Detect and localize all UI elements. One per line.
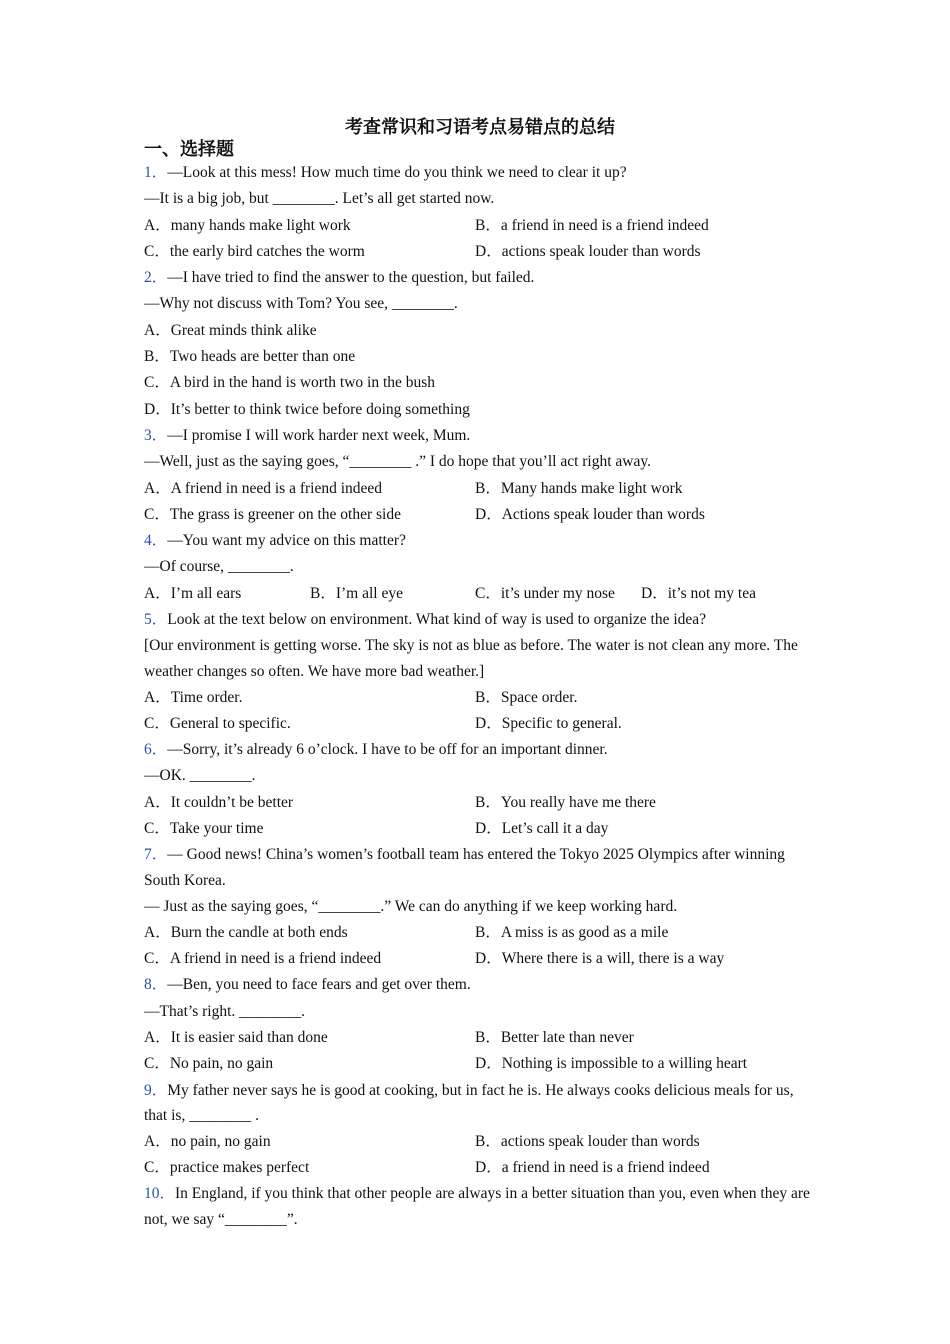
option-a[interactable]: A．many hands make light work [144,216,351,234]
option-c[interactable]: C．the early bird catches the worm [144,242,365,260]
page-title: 考查常识和习语考点易错点的总结 [345,117,615,137]
question-8-stem [144,972,814,998]
option-d[interactable]: D．Actions speak louder than words [475,505,705,523]
option-c[interactable]: C．practice makes perfect [144,1159,310,1177]
question-9-stem [144,1078,814,1129]
option-a[interactable]: A．Time order. [144,688,243,706]
question-text: —You want my advice on this matter? [167,532,406,550]
question-text: —I have tried to find the answer to the question, but failed. [167,269,535,287]
question-number: 8． [144,976,168,994]
question-text: Look at the text below on environment. What kind of way is used to organize the idea? [167,611,707,629]
option-d[interactable]: D．Let’s call it a day [475,820,609,838]
question-4-reply: —Of course, ________. [144,558,294,576]
option-b[interactable]: B．A miss is as good as a mile [475,923,669,941]
question-number: 7． [144,846,168,864]
question-6-reply: —OK. ________. [144,767,256,785]
option-b[interactable]: B．Two heads are better than one [144,348,356,366]
question-4-options-row [144,581,814,607]
option-c[interactable]: C．The grass is greener on the other side [144,505,401,523]
option-c[interactable]: C．Take your time [144,820,264,838]
question-text: — Good news! China’s women’s football team has entered the Tokyo 2025 Olympics after winning South Korea. [144,846,785,889]
option-b[interactable]: B．Space order. [475,688,578,706]
question-6-options-row [144,790,814,816]
question-5-options-row [144,711,814,737]
question-number: 9． [144,1081,168,1099]
question-2-stem [144,265,814,291]
option-d[interactable]: D．it’s not my tea [641,584,756,602]
option-b[interactable]: B．actions speak louder than words [475,1132,700,1150]
question-5-options-row [144,685,814,711]
option-d[interactable]: D．Specific to general. [475,714,622,732]
option-d[interactable]: D．actions speak louder than words [475,242,701,260]
option-a[interactable]: A．I’m all ears [144,584,242,602]
question-9-options-row [144,1155,814,1181]
question-6-stem [144,737,814,763]
option-b[interactable]: B．Better late than never [475,1028,634,1046]
question-4-stem [144,528,814,554]
option-a[interactable]: A．It couldn’t be better [144,793,294,811]
question-text: In England, if you think that other people are always in a better situation than you, even when they are not, we say “________”. [144,1185,810,1228]
option-a[interactable]: A．It is easier said than done [144,1028,328,1046]
option-a[interactable]: A．Burn the candle at both ends [144,923,348,941]
question-number: 6． [144,741,168,759]
option-c[interactable]: C．it’s under my nose [475,584,615,602]
option-d[interactable]: D．Nothing is impossible to a willing heart [475,1055,748,1073]
question-1-reply: —It is a big job, but ________. Let’s all get started now. [144,190,495,208]
option-b[interactable]: B．I’m all eye [310,584,403,602]
option-c[interactable]: C．A friend in need is a friend indeed [144,950,382,968]
question-3-reply: —Well, just as the saying goes, “________ .” I do hope that you’ll act right away. [144,453,651,471]
question-8-options-row [144,1025,814,1051]
question-7-stem [144,842,814,893]
option-d[interactable]: D．a friend in need is a friend indeed [475,1159,710,1177]
question-number: 1． [144,164,168,181]
question-number: 10． [144,1185,176,1203]
question-8-reply: —That’s right. ________. [144,1002,306,1020]
question-7-reply: — Just as the saying goes, “________.” We can do anything if we keep working hard. [144,897,678,915]
option-b[interactable]: B．Many hands make light work [475,479,683,497]
worksheet-page [144,114,814,1233]
question-5-stem [144,607,814,633]
question-number: 4． [144,532,168,550]
option-b[interactable]: B．You really have me there [475,793,656,811]
option-c[interactable]: C．No pain, no gain [144,1055,274,1073]
question-10-stem [144,1181,814,1232]
option-a[interactable]: A．no pain, no gain [144,1132,271,1150]
option-d[interactable]: D．It’s better to think twice before doing something [144,400,470,418]
question-1-options-row [144,213,814,239]
question-text: —Ben, you need to face fears and get over them. [167,976,471,994]
section-heading: 一、选择题 [144,139,234,159]
option-a[interactable]: A．Great minds think alike [144,321,317,339]
option-c[interactable]: C．A bird in the hand is worth two in the bush [144,374,436,392]
question-6-options-row [144,816,814,842]
question-text: My father never says he is good at cooking, but in fact he is. He always cooks delicious meals for us, that is, ________ . [144,1081,794,1125]
question-number: 2． [144,269,168,287]
question-9-options-row [144,1129,814,1155]
question-text: —I promise I will work harder next week, Mum. [167,426,471,444]
question-1-stem [144,160,814,186]
question-2-reply: —Why not discuss with Tom? You see, ________. [144,295,458,313]
question-3-options-row [144,476,814,502]
question-7-options-row [144,946,814,972]
question-8-options-row [144,1051,814,1077]
question-text: —Sorry, it’s already 6 o’clock. I have to be off for an important dinner. [167,741,608,759]
question-3-options-row [144,502,814,528]
question-number: 5． [144,611,168,629]
question-3-stem [144,423,814,449]
question-1-options-row [144,239,814,265]
question-7-options-row [144,920,814,946]
option-d[interactable]: D．Where there is a will, there is a way [475,950,725,968]
option-c[interactable]: C．General to specific. [144,714,291,732]
question-text: —Look at this mess! How much time do you think we need to clear it up? [167,164,627,181]
option-a[interactable]: A．A friend in need is a friend indeed [144,479,383,497]
option-b[interactable]: B．a friend in need is a friend indeed [475,216,709,234]
question-5-passage: [Our environment is getting worse. The sky is not as blue as before. The water is not clean any more. The weather changes so often. We have more bad weather.] [144,637,798,680]
question-number: 3． [144,426,168,444]
